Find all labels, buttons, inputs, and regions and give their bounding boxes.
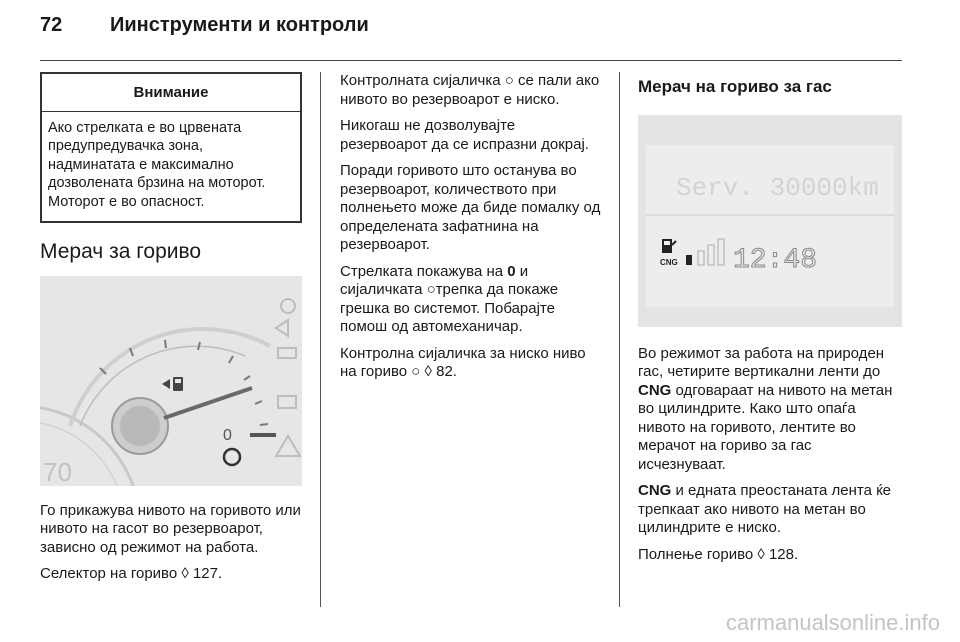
watermark: carmanualsonline.info	[725, 610, 940, 635]
page-header	[40, 14, 369, 37]
clock-readout: 12:48	[733, 244, 818, 276]
cng-low-bold: CNG	[638, 482, 672, 499]
needle-zero-text	[340, 263, 602, 337]
column-2	[340, 72, 602, 390]
needle-zero-bold: 0	[507, 262, 516, 280]
low-fuel-ref: Контролна сијаличка за ниско ниво на гориво ○ ◊ 82.	[340, 344, 586, 380]
column-divider-1	[320, 72, 321, 607]
page-title: Иинструменти и контроли	[110, 14, 369, 36]
cng-low-text	[638, 482, 902, 538]
fuel-gauge-desc: Го прикажува нивото на горивото или нивото на гасот во резервоарот, зависно од режимот на работа.	[40, 501, 301, 556]
warning-box	[40, 72, 302, 223]
page-number: 72	[40, 14, 63, 36]
fuel-gauge-illustration	[40, 276, 302, 486]
gas-gauge-heading: Мерач на гориво за гас	[638, 77, 832, 96]
warning-title: Внимание	[42, 74, 300, 112]
gauge-zero-mark: 0	[223, 426, 232, 444]
cng-bars-b: одговараат на нивото на метан во цилиндрите. Како што опаѓа нивото на горивото, лентите во мерачот на гориво за гас исчезнуваат.	[638, 381, 893, 473]
cng-low-b: и едната преостаната лента ќе трепкаат ако нивото на метан во цилиндрите е ниско.	[638, 482, 892, 536]
gas-gauge-svg	[638, 115, 902, 327]
warning-light-text: Контролната сијаличка ○ се пали ако нивото во резервоарот е ниско.	[340, 72, 600, 108]
never-empty-text: Никогаш не дозволувајте резервоарот да се испразни докрај.	[340, 117, 589, 153]
column-divider-2	[619, 72, 620, 607]
service-readout: Serv. 30000km	[676, 172, 879, 203]
fuel-selector-ref: Селектор на гориво ◊ 127.	[40, 565, 223, 582]
residual-fuel-text: Поради горивото што останува во резервоарот, количеството при полнењето може да биде помалку од определената зафатнина на резервоарот.	[340, 162, 601, 253]
refuel-ref: Полнење гориво ◊ 128.	[638, 545, 799, 563]
needle-zero-a: Стрелката покажува на	[340, 262, 508, 280]
cng-label: CNG	[660, 257, 678, 267]
column-1	[40, 72, 302, 592]
column-3	[638, 72, 902, 572]
speed-mark-70: 70	[43, 456, 72, 486]
cng-bars-text	[638, 345, 902, 475]
needle-zero-b: и сијаличката ○трепка да покаже грешка во системот. Побарајте помош од автомеханичар.	[340, 262, 559, 335]
fuel-gauge-svg	[40, 276, 302, 486]
warning-text: Ако стрелката е во црвената предупредувачка зона, надминатата е максимално дозволената брзина на моторот. Моторот е во опасност.	[48, 119, 266, 210]
header-rule	[40, 60, 902, 61]
gas-gauge-illustration	[638, 115, 902, 327]
fuel-gauge-heading: Мерач за гориво	[40, 240, 202, 263]
cng-bars-a: Во режимот за работа на природен гас, четирите вертикални ленти до	[638, 344, 885, 380]
cng-bars-bold: CNG	[638, 381, 672, 399]
